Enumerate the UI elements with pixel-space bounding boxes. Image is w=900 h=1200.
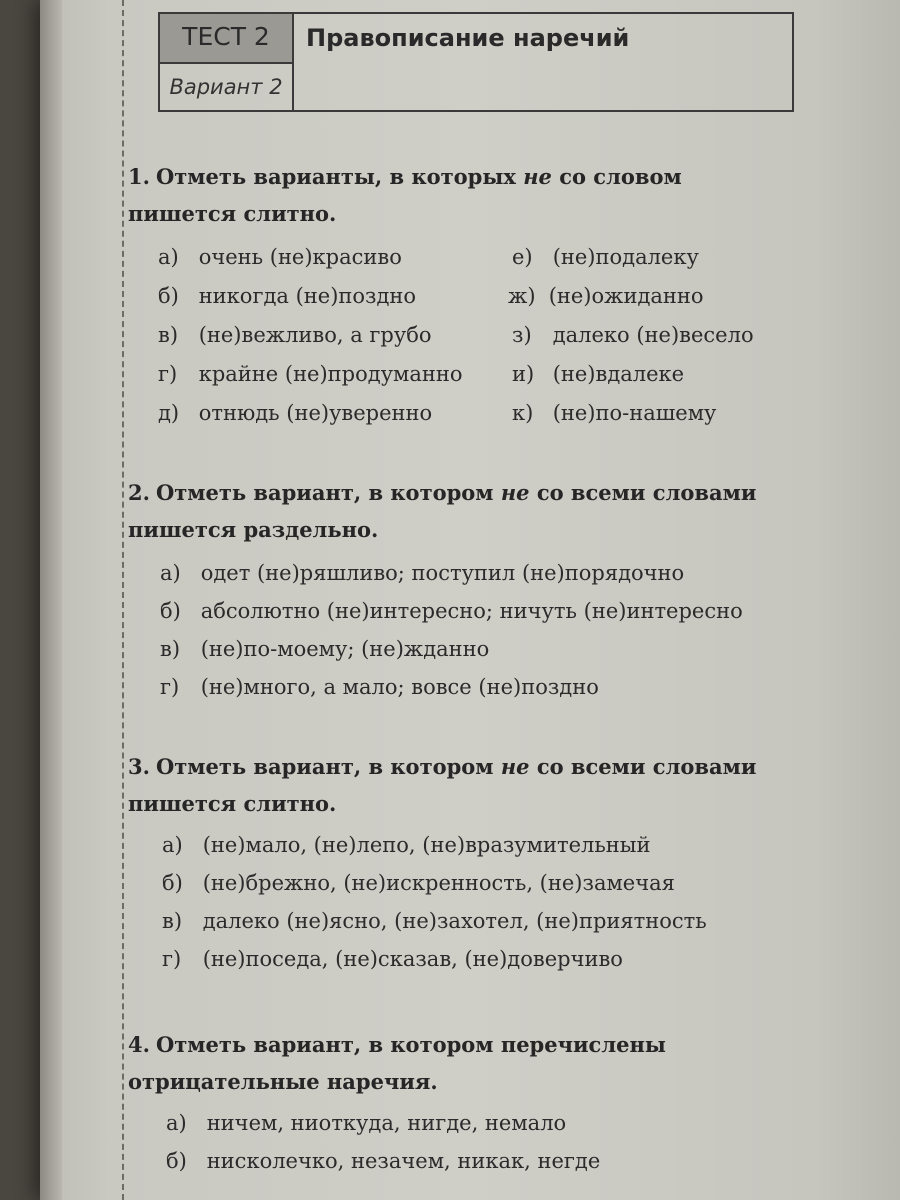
question-2 bbox=[128, 474, 768, 548]
option-1zh[interactable]: ж) (не)ожиданно bbox=[508, 284, 704, 308]
option-3v[interactable]: в) далеко (не)ясно, (не)захотел, (не)приятность bbox=[162, 909, 707, 933]
question-number: 3. bbox=[128, 754, 150, 779]
question-text-italic: не bbox=[523, 164, 552, 189]
question-number: 1. bbox=[128, 164, 150, 189]
option-1i[interactable]: и) (не)вдалеке bbox=[512, 362, 685, 386]
test-number-label: ТЕСТ 2 bbox=[160, 14, 294, 64]
option-2v[interactable]: в) (не)по-моему; (не)жданно bbox=[160, 637, 490, 661]
question-text: Отметь варианты, в которых bbox=[155, 164, 516, 189]
question-text: со всеми словами пишется слитно. bbox=[128, 754, 757, 816]
option-1v[interactable]: в) (не)вежливо, а грубо bbox=[158, 323, 432, 347]
option-1z[interactable]: з) далеко (не)весело bbox=[512, 323, 754, 347]
question-4 bbox=[128, 1026, 768, 1100]
question-1 bbox=[128, 158, 768, 232]
page-fold-shadow bbox=[40, 0, 62, 1200]
question-text: Отметь вариант, в котором bbox=[155, 754, 494, 779]
question-number: 4. bbox=[128, 1032, 150, 1057]
option-2b[interactable]: б) абсолютно (не)интересно; ничуть (не)интересно bbox=[160, 599, 743, 623]
option-2g[interactable]: г) (не)много, а мало; вовсе (не)поздно bbox=[160, 675, 599, 699]
question-text: Отметь вариант, в котором bbox=[155, 480, 494, 505]
variant-label: Вариант 2 bbox=[160, 64, 294, 110]
option-3b[interactable]: б) (не)брежно, (не)искренность, (не)замечая bbox=[162, 871, 675, 895]
option-1a[interactable]: а) очень (не)красиво bbox=[158, 245, 402, 269]
option-3a[interactable]: а) (не)мало, (не)лепо, (не)вразумительный bbox=[162, 833, 651, 857]
option-1k[interactable]: к) (не)по-нашему bbox=[512, 401, 717, 425]
question-text: со словом пишется слитно. bbox=[128, 164, 682, 226]
option-1b[interactable]: б) никогда (не)поздно bbox=[158, 284, 417, 308]
question-text: Отметь вариант, в котором перечислены отрицательные наречия. bbox=[128, 1032, 666, 1094]
option-2a[interactable]: а) одет (не)ряшливо; поступил (не)порядочно bbox=[160, 561, 685, 585]
option-4a[interactable]: а) ничем, ниоткуда, нигде, немало bbox=[166, 1111, 567, 1135]
test-header bbox=[158, 12, 794, 112]
question-3 bbox=[128, 748, 768, 822]
option-1g[interactable]: г) крайне (не)продуманно bbox=[158, 362, 463, 386]
question-text: со всеми словами пишется раздельно. bbox=[128, 480, 757, 542]
option-4b[interactable]: б) нисколечко, незачем, никак, негде bbox=[166, 1149, 601, 1173]
option-1d[interactable]: д) отнюдь (не)уверенно bbox=[158, 401, 433, 425]
test-title: Правописание наречий bbox=[306, 24, 630, 52]
question-number: 2. bbox=[128, 480, 150, 505]
question-text-italic: не bbox=[500, 480, 530, 505]
question-text-italic: не bbox=[500, 754, 530, 779]
option-3g[interactable]: г) (не)поседа, (не)сказав, (не)доверчиво bbox=[162, 947, 623, 971]
dashed-cut-line bbox=[122, 0, 124, 1200]
option-1e[interactable]: е) (не)подалеку bbox=[512, 245, 699, 269]
